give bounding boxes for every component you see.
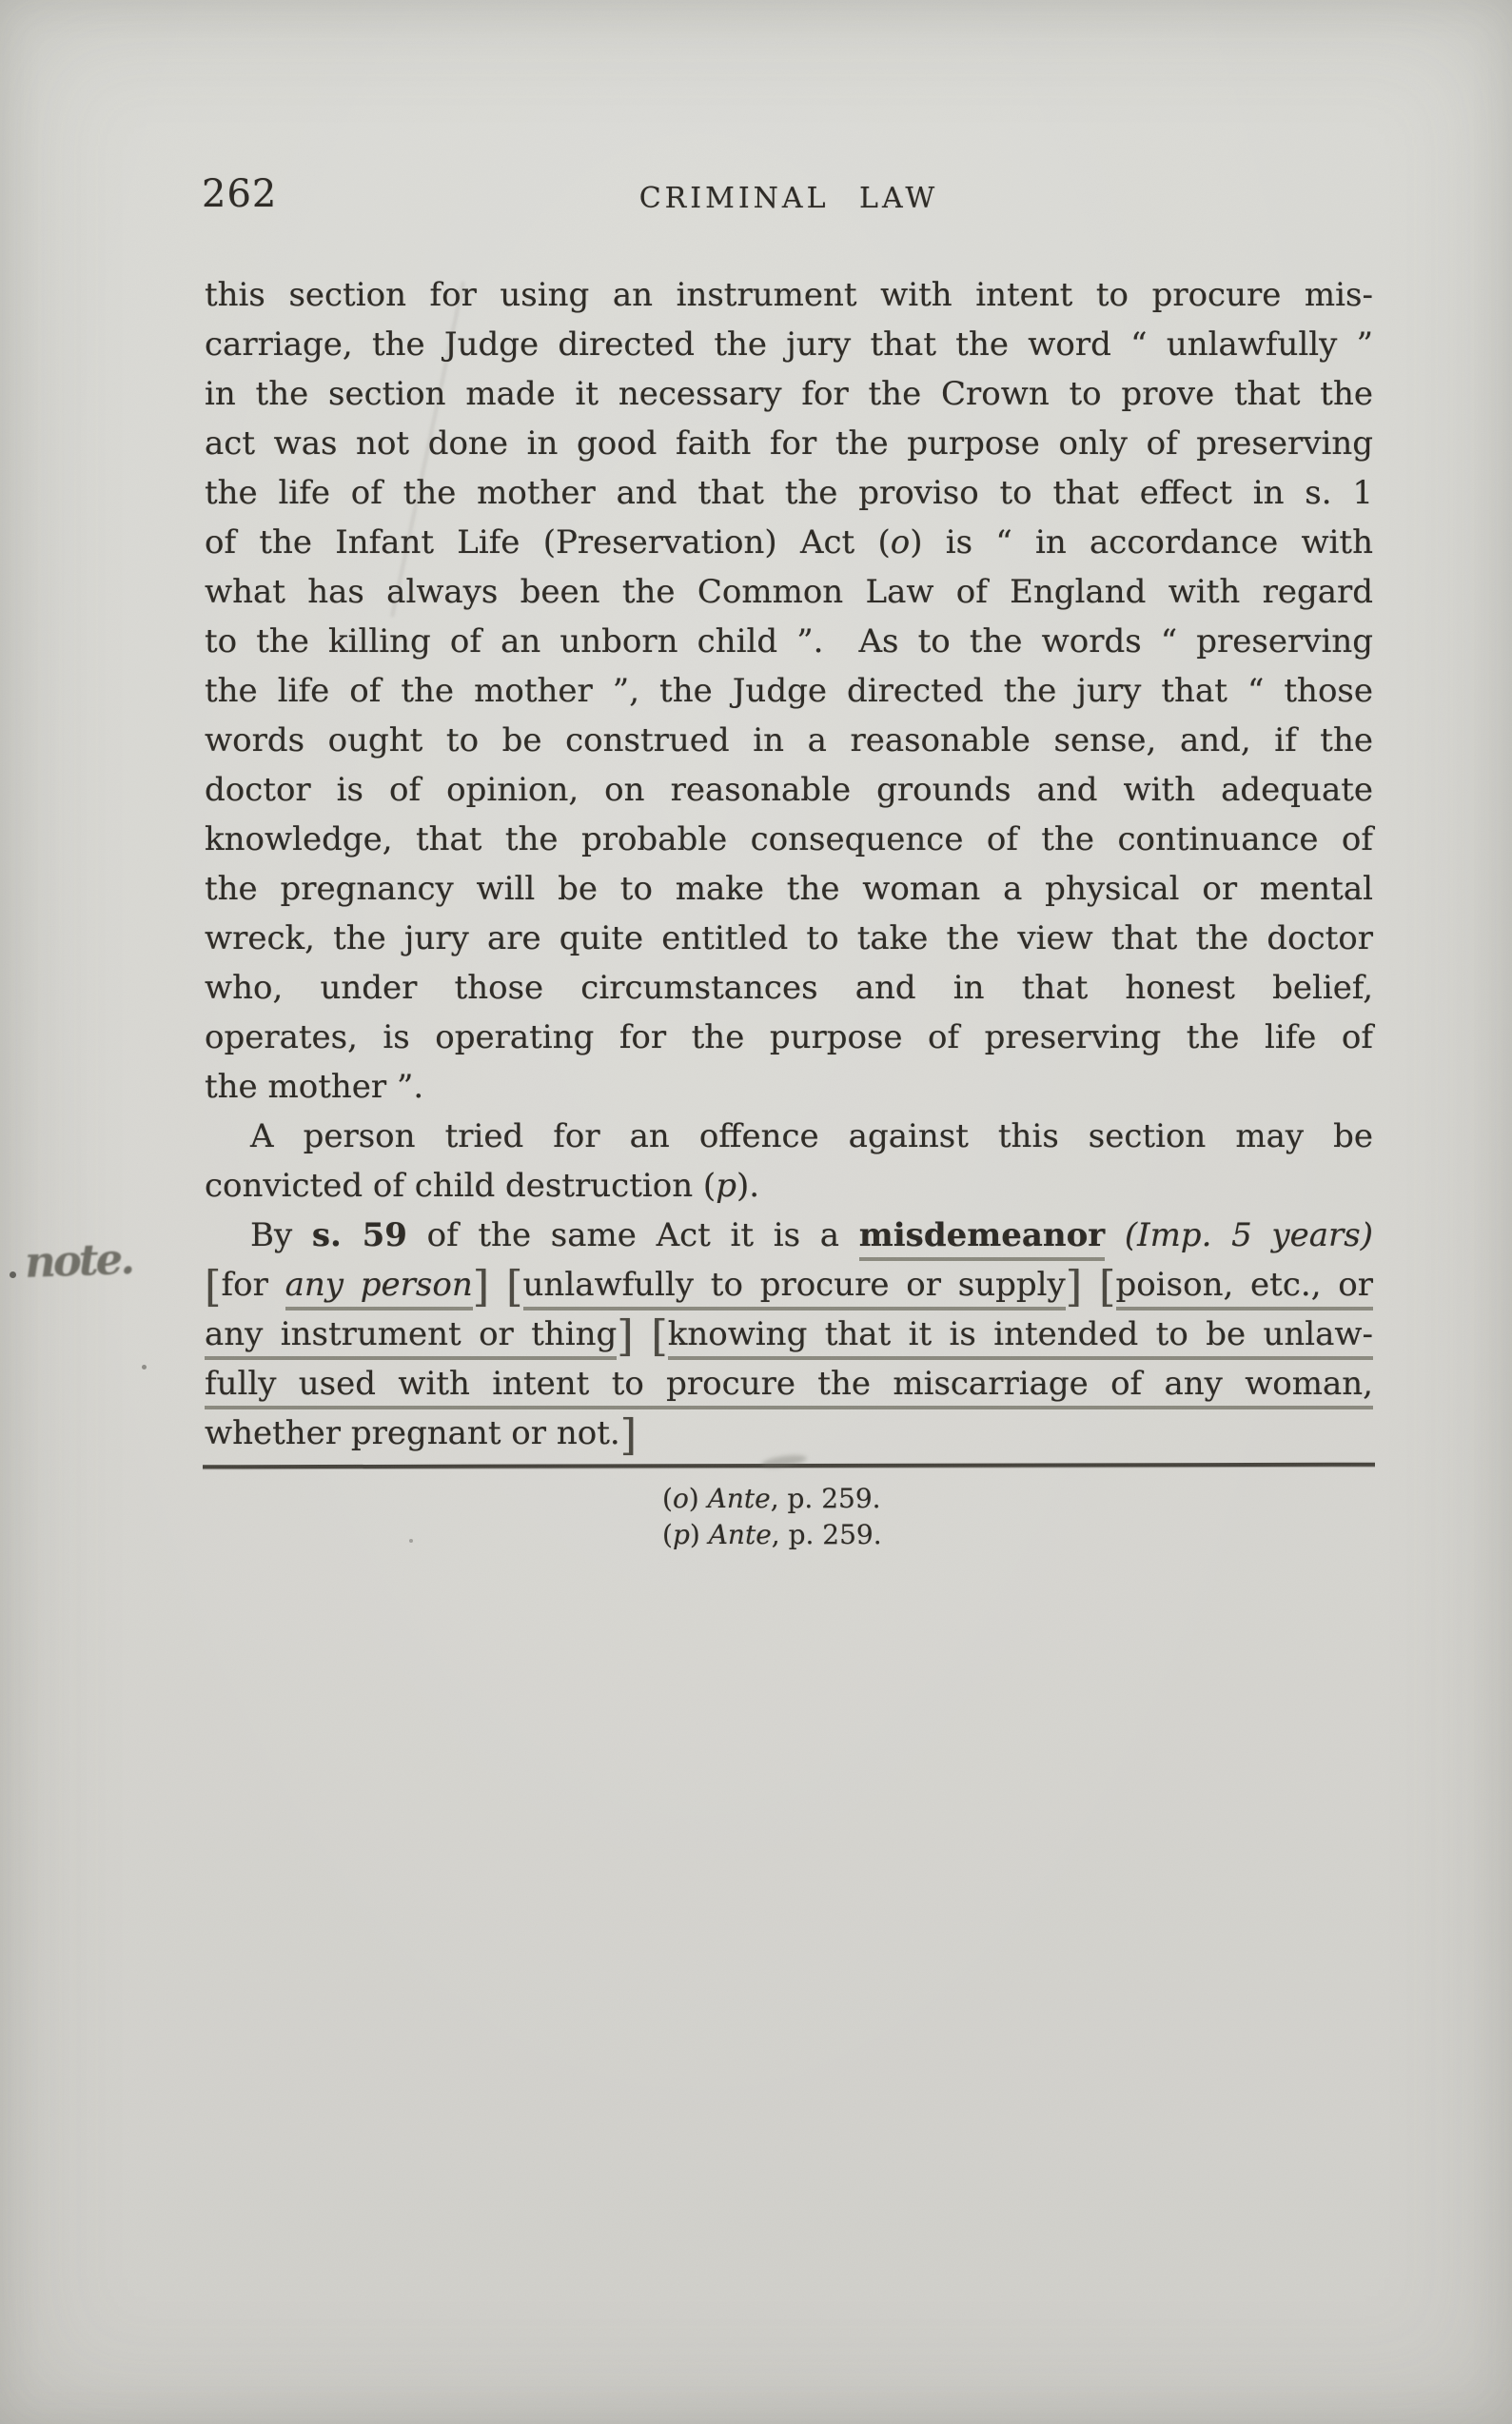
text-segment: convicted of child destruction (	[205, 1167, 717, 1205]
text-segment: carriage, the Judge directed the jury that the word “ unlawfully ”	[205, 325, 1373, 364]
text-segment: the life of the mother ”, the Judge directed the jury that “ those	[205, 672, 1373, 710]
printed-bracket: ]	[472, 1260, 490, 1311]
text-segment: the mother ”.	[205, 1068, 424, 1106]
text-segment: fully used with intent to procure the miscarriage of any woman,	[205, 1365, 1373, 1409]
text-segment: s. 59	[311, 1216, 407, 1254]
text-segment: o	[890, 523, 911, 562]
text-segment	[634, 1315, 651, 1353]
text-segment: ).	[736, 1167, 760, 1205]
text-segment: wreck, the jury are quite entitled to take the view that the doctor	[205, 919, 1373, 957]
text-segment: ) is “ in accordance with	[910, 523, 1373, 562]
text-segment: , p. 259.	[771, 1519, 882, 1550]
text-segment: operates, is operating for the purpose of preserving the life of	[205, 1018, 1373, 1056]
text-segment: Ante	[708, 1519, 772, 1550]
text-line	[205, 1112, 1373, 1161]
text-segment: of the same Act it is a	[406, 1216, 859, 1254]
text-segment	[489, 1266, 506, 1304]
text-line	[205, 567, 1373, 617]
text-segment: of the Infant Life (Preservation) Act (	[205, 523, 891, 562]
text-segment: p	[716, 1167, 736, 1205]
text-segment: act was not done in good faith for the purpose only of preserving	[205, 424, 1373, 463]
text-line	[205, 419, 1373, 468]
text-line	[205, 369, 1373, 419]
text-line	[205, 1013, 1373, 1062]
paper-speck	[142, 1365, 147, 1370]
printed-bracket: ]	[617, 1310, 634, 1361]
text-segment	[1082, 1266, 1099, 1304]
text-segment: knowledge, that the probable consequence of the continuance of	[205, 820, 1373, 858]
text-segment: poison, etc., or	[1116, 1266, 1373, 1311]
paper-speck	[10, 1271, 16, 1278]
text-line	[205, 765, 1373, 815]
text-line	[205, 1161, 1373, 1211]
body-text	[205, 270, 1373, 1458]
text-segment: who, under those circumstances and in that honest belief,	[205, 969, 1373, 1007]
printed-bracket: [	[1099, 1260, 1116, 1311]
text-line	[205, 963, 1373, 1013]
text-line	[205, 1260, 1373, 1310]
text-segment: o	[672, 1483, 689, 1514]
text-segment: words ought to be construed in a reasonable sense, and, if the	[205, 721, 1373, 759]
text-line	[205, 518, 1373, 567]
margin-note-handwriting: note.	[24, 1233, 133, 1288]
text-segment: A person tried for an offence against this section may be	[250, 1117, 1373, 1155]
text-segment: unlawfully to procure or supply	[523, 1266, 1066, 1311]
text-line	[205, 468, 1373, 518]
printed-bracket: [	[506, 1260, 523, 1311]
printed-bracket: [	[205, 1260, 222, 1311]
text-segment: knowing that it is intended to be unlaw-	[668, 1315, 1373, 1360]
footnote-line	[662, 1517, 882, 1553]
text-line	[205, 1310, 1373, 1359]
text-line	[205, 815, 1373, 864]
text-line	[205, 1062, 1373, 1112]
text-line	[205, 617, 1373, 666]
page-number: 262	[202, 172, 278, 216]
printed-bracket: ]	[1065, 1260, 1083, 1311]
text-segment: the pregnancy will be to make the woman a physical or mental	[205, 870, 1373, 908]
text-line	[205, 864, 1373, 914]
text-line	[205, 270, 1373, 320]
text-segment: whether pregnant or not.	[205, 1414, 620, 1452]
text-line	[205, 666, 1373, 716]
printed-bracket: [	[651, 1310, 668, 1361]
text-line	[205, 320, 1373, 369]
printed-bracket: ]	[619, 1409, 638, 1460]
text-segment: , p. 259.	[770, 1483, 881, 1514]
text-segment: the life of the mother and that the proviso to that effect in s. 1	[205, 474, 1373, 512]
text-line	[205, 914, 1373, 963]
text-segment: Ante	[707, 1483, 771, 1514]
text-segment: By	[250, 1216, 312, 1254]
text-segment: doctor is of opinion, on reasonable grounds and with adequate	[205, 771, 1373, 809]
text-line	[205, 1211, 1373, 1260]
running-header: CRIMINAL LAW	[638, 182, 939, 215]
text-segment: misdemeanor	[859, 1216, 1105, 1261]
text-segment: )	[689, 1519, 709, 1550]
text-segment: (	[662, 1483, 673, 1514]
text-segment: any person	[285, 1266, 473, 1311]
text-line	[205, 1409, 1373, 1458]
text-segment: (	[662, 1519, 673, 1550]
text-segment: this section for using an instrument with intent to procure mis-	[205, 276, 1373, 314]
text-segment: to the killing of an unborn child ”. As to the words “ preserving	[205, 622, 1373, 660]
text-segment: in the section made it necessary for the Crown to prove that the	[205, 375, 1373, 413]
text-segment	[1105, 1216, 1125, 1254]
text-line	[205, 1359, 1373, 1409]
text-segment: what has always been the Common Law of England with regard	[205, 573, 1373, 611]
footnote-line	[662, 1481, 882, 1517]
paper-speck	[409, 1539, 413, 1543]
text-segment: any instrument or thing	[205, 1315, 617, 1360]
text-segment: p	[672, 1519, 690, 1550]
text-segment: )	[688, 1483, 708, 1514]
text-segment: (Imp. 5 years)	[1124, 1216, 1373, 1254]
text-segment: for	[221, 1266, 285, 1304]
text-line	[205, 716, 1373, 765]
footnotes	[662, 1481, 882, 1553]
